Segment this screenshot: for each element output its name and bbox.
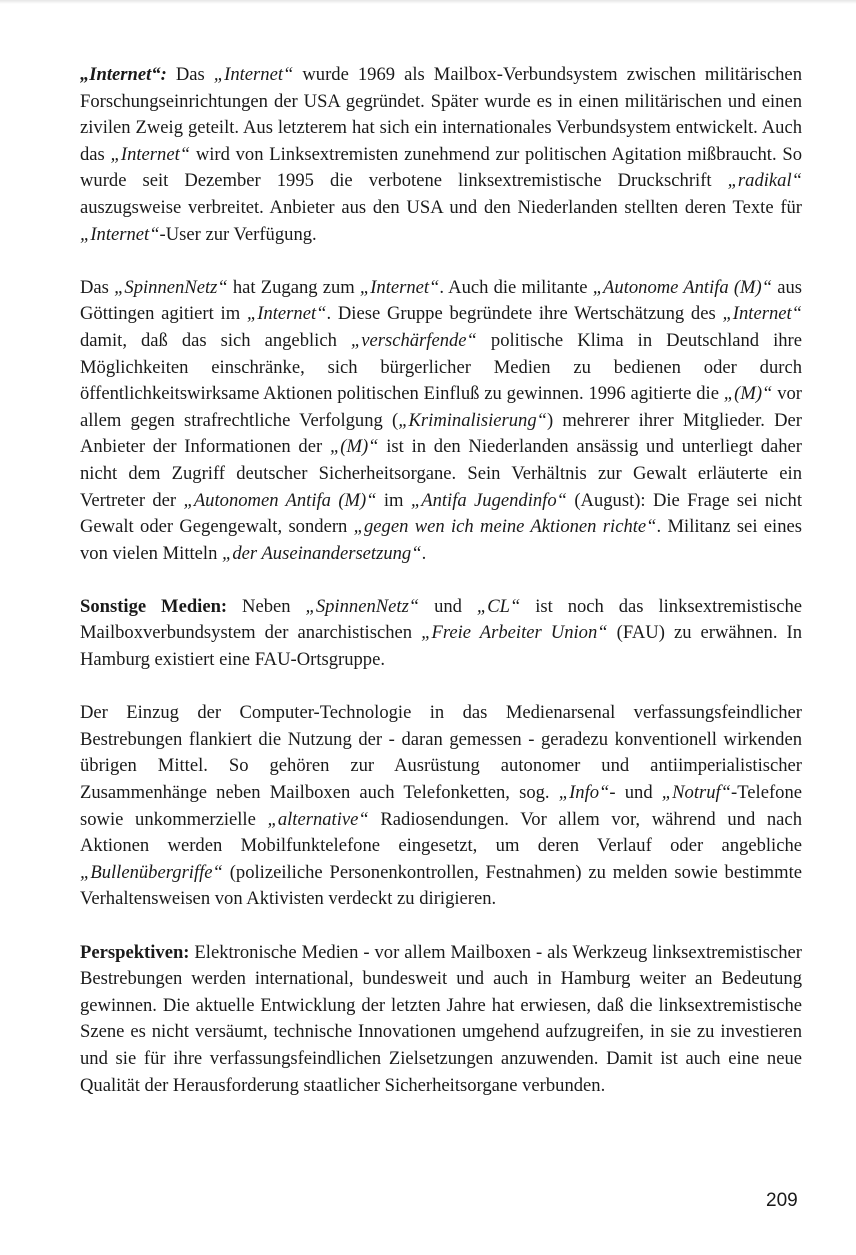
text-run: Elektronische Medien - vor allem Mailboxen - als Werkzeug linksextremistischer Bestrebungen werden international, bundesweit und auch in Hamburg weiter an Bedeutung gewinnen. Die aktuelle Entwicklung der letzten Jahre hat erwiesen, daß die linksextremistische Szene es nicht versäumt, technische Innovationen umgehend aufzugreifen, in sie zu investieren und sie für ihre verfassungsfeindlichen Zielsetzungen anzuwenden. Damit ist auch eine neue Qualität der Herausforderung staatlicher Sicherheitsorgane verbunden. xyxy=(80,941,802,1096)
text-run: vor allem gegen strafrechtliche Verfolgung ( xyxy=(80,383,802,431)
text-run: -Telefone sowie unkommerzielle xyxy=(80,782,802,830)
text-run: „Internet“ xyxy=(722,303,802,325)
text-run: aus Göttingen agitiert im xyxy=(80,276,802,325)
text-run: „Autonome Antifa (M)“ xyxy=(592,276,773,298)
text-run: „CL“ xyxy=(476,595,521,617)
text-run: „Internet“ xyxy=(213,64,294,85)
text-run: Das xyxy=(80,276,115,298)
text-run: „Antifa Jugendinfo“ xyxy=(410,489,567,511)
text-run: auszugsweise verbreitet. Anbieter aus den USA und den Niederlanden stellten deren Texte für xyxy=(80,196,802,218)
text-run: „Bullenübergriffe“ xyxy=(80,861,223,883)
text-run: „Kriminalisierung“ xyxy=(398,409,547,431)
text-run: „(M)“ xyxy=(723,383,773,405)
text-run: politische Klima in Deutschland ihre Möglichkeiten einschränke, sich bürgerlicher Medien zu bedienen oder durch öffentlichkeitswirksame Aktionen politischen Einfluß zu gewinnen. 1996 agitierte die xyxy=(80,329,802,405)
text-run: „Internet“: xyxy=(80,64,167,85)
text-run: (polizeiliche Personenkontrollen, Festnahmen) zu melden sowie bestimmte Verhaltensweisen von Aktivisten verdeckt zu dirigieren. xyxy=(80,861,802,910)
text-run: wird von Linksextremisten zunehmend zur politischen Agitation mißbraucht. So wurde seit Dezember 1995 die verbotene linksextremistische Druckschrift xyxy=(80,143,802,192)
text-run: „verschärfende“ xyxy=(350,329,477,351)
text-run: „SpinnenNetz“ xyxy=(114,276,228,298)
text-run: (August): Die Frage sei nicht Gewalt oder Gegengewalt, sondern xyxy=(80,489,803,538)
paragraph-internet xyxy=(80,62,802,248)
text-run: Das xyxy=(166,64,214,85)
paragraph-sonstige-medien xyxy=(80,594,802,674)
text-run: „Internet“ xyxy=(246,303,327,325)
text-run: . Auch die militante xyxy=(439,276,593,298)
text-run: Sonstige Medien: xyxy=(80,595,228,617)
text-run: . xyxy=(421,542,427,564)
text-run: - und xyxy=(609,782,662,804)
text-run: „Freie Arbeiter Union“ xyxy=(421,622,608,644)
text-run: Radiosendungen. Vor allem vor, während und nach Aktionen werden Mobilfunktelefone eingesetzt, um deren Verlauf oder angebliche xyxy=(80,808,802,857)
paragraph-perspektiven xyxy=(80,940,802,1100)
text-run: „Info“ xyxy=(558,782,610,804)
text-run: Perspektiven: xyxy=(80,941,190,963)
text-run: „SpinnenNetz“ xyxy=(305,595,420,617)
text-run: . Diese Gruppe begründete ihre Wertschätzung des xyxy=(326,303,723,325)
text-run: „Internet“ xyxy=(359,276,440,298)
text-run: . Militanz sei eines von vielen Mitteln xyxy=(80,516,803,564)
scan-edge xyxy=(0,0,856,4)
text-run: ist in den Niederlanden ansässig und unterliegt daher nicht dem Zugriff deutscher Sicherheitsorgane. Sein Verhältnis zur Gewalt erläuterte ein Vertreter der xyxy=(80,436,802,511)
text-run: Der Einzug der Computer-Technologie in das Medienarsenal verfassungsfeindlicher Bestrebungen flankiert die Nutzung der - daran gemessen - geradezu konventionell wirkenden übrigen Mittel. So gehören zur Ausrüstung autonomer und antiimperialistischer Zusammenhänge neben Mailboxen auch Telefonketten, sog. xyxy=(80,702,802,804)
text-run: „radikal“ xyxy=(727,170,802,192)
text-run: (FAU) zu erwähnen. In Hamburg existiert eine FAU-Ortsgruppe. xyxy=(80,622,803,671)
text-run: Neben xyxy=(227,595,306,617)
text-run: und xyxy=(419,595,477,617)
text-run: hat Zugang zum xyxy=(227,276,360,298)
text-run: „Internet“ xyxy=(80,223,160,245)
text-run: wurde 1969 als Mailbox-Verbundsystem zwischen militärischen Forschungseinrichtungen der USA gegründet. Später wurde es in einen militärischen und einen zivilen Zweig geteilt. Aus letzterem hat sich ein internationales Verbundsystem entwickelt. Auch das xyxy=(80,64,802,165)
text-run: „Autonomen Antifa (M)“ xyxy=(183,489,377,511)
page-number: 209 xyxy=(766,1190,798,1211)
text-run: damit, daß das sich angeblich xyxy=(80,329,351,351)
text-run: „gegen wen ich meine Aktionen richte“ xyxy=(353,516,657,538)
text-run: ist noch das linksextremistische Mailboxverbundsystem der anarchistischen xyxy=(80,595,803,644)
text-run: „Notruf“ xyxy=(661,782,732,804)
paragraph-computer-technologie xyxy=(80,700,802,913)
text-run: im xyxy=(376,489,411,511)
text-run: „alternative“ xyxy=(267,808,369,830)
text-run: „Internet“ xyxy=(110,143,191,165)
text-run: ) mehrerer ihrer Mitglieder. Der Anbieter der Informationen der xyxy=(80,409,802,458)
paragraph-spinnennetz xyxy=(80,275,802,568)
text-run: -User zur Verfügung. xyxy=(159,223,317,245)
text-run: „(M)“ xyxy=(329,436,379,458)
document-body xyxy=(80,62,802,1126)
text-run: „der Auseinandersetzung“ xyxy=(222,542,422,564)
